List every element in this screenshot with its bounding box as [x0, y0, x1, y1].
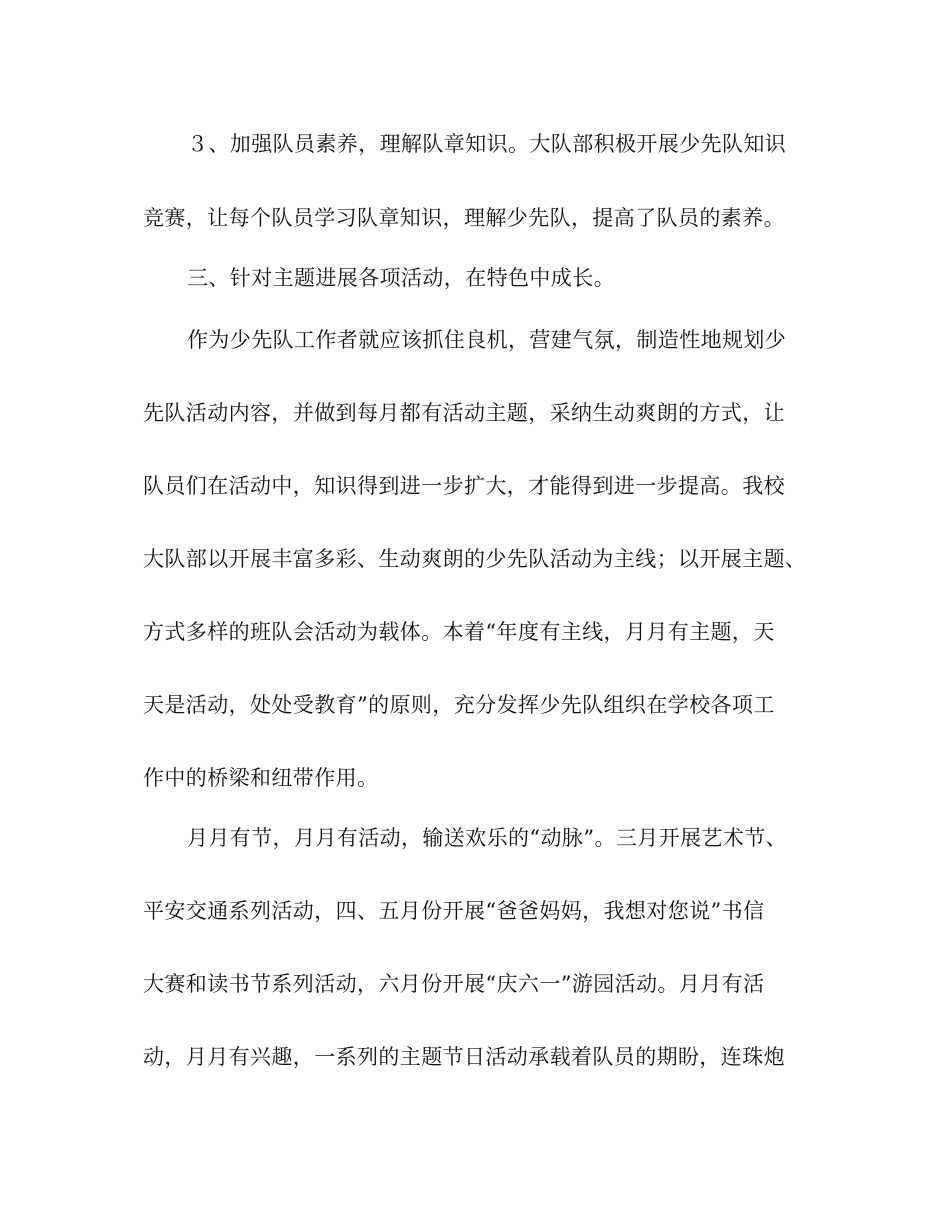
text-line-7: 大队部以开展丰富多彩、生动爽朗的少先队活动为主线；以开展主题、	[143, 547, 807, 571]
text-line-14: 动，月月有兴趣，一系列的主题节日活动承载着队员的期盼，连珠炮	[143, 1045, 785, 1069]
text-line-1: ３、加强队员素养，理解队章知识。大队部积极开展少先队知识	[187, 132, 787, 156]
text-line-10: 作中的桥梁和纽带作用。	[143, 766, 379, 790]
text-line-4: 作为少先队工作者就应该抓住良机，营建气氛，制造性地规划少	[187, 328, 787, 352]
text-line-9: 天是活动，处处受教育”的原则，充分发挥少先队组织在学校各项工	[143, 693, 775, 717]
text-line-5: 先队活动内容，并做到每月都有活动主题，采纳生动爽朗的方式，让	[143, 401, 785, 425]
text-line-8: 方式多样的班队会活动为载体。本着“年度有主线，月月有主题，天	[143, 620, 775, 644]
text-line-13: 大赛和读书节系列活动，六月份开展“庆六一”游园活动。月月有活	[143, 972, 765, 996]
section-heading: 三、针对主题进展各项活动，在特色中成长。	[187, 266, 615, 290]
text-line-6: 队员们在活动中，知识得到进一步扩大，才能得到进一步提高。我校	[143, 474, 785, 498]
text-line-12: 平安交通系列活动，四、五月份开展“爸爸妈妈，我想对您说”书信	[143, 899, 765, 923]
text-line-11: 月月有节，月月有活动，输送欢乐的“动脉”。三月开展艺术节、	[187, 826, 788, 850]
text-line-2: 竞赛，让每个队员学习队章知识，理解少先队，提高了队员的素养。	[143, 206, 785, 230]
